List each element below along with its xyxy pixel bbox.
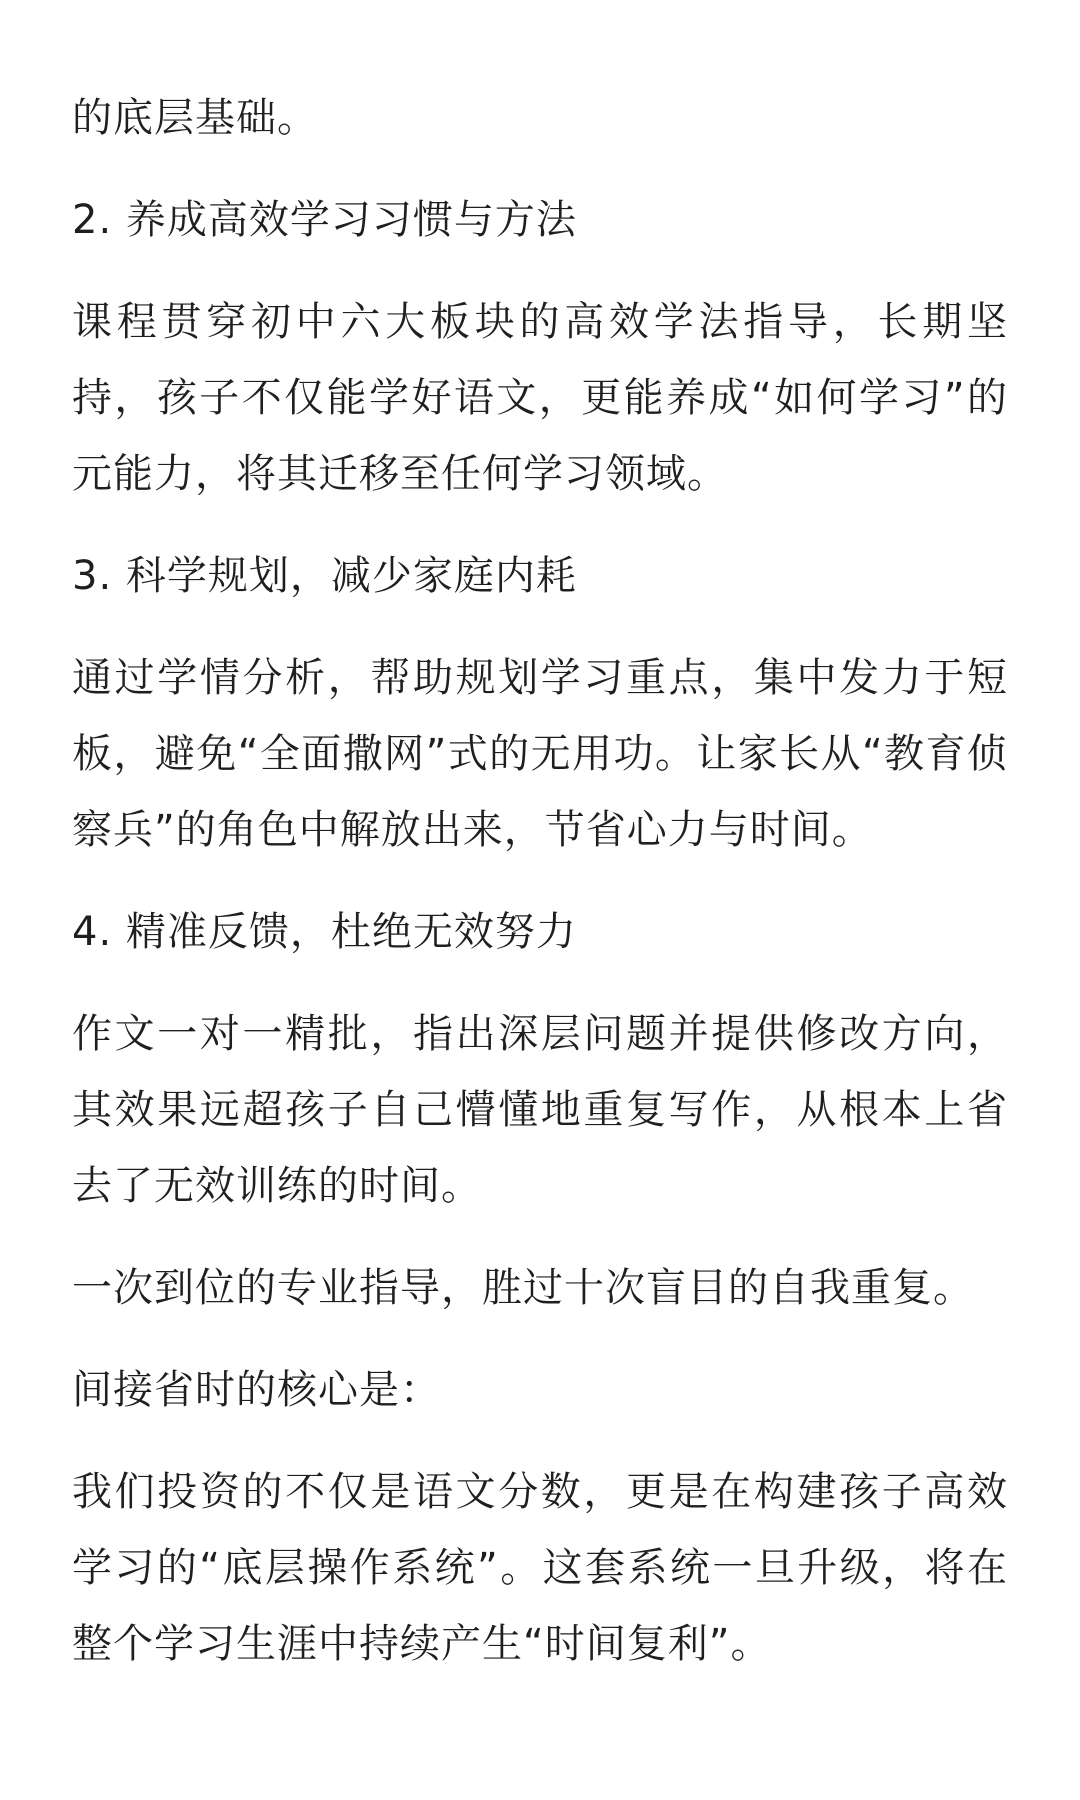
paragraph-quote: 一次到位的专业指导，胜过十次盲目的自我重复。 xyxy=(72,1265,974,1311)
paragraph-conclusion: 我们投资的不仅是语文分数，更是在构建孩子高效学习的“底层操作系统”。这套系统一旦升级，将在整个学习生涯中持续产生“时间复利”。 xyxy=(72,1469,1008,1667)
paragraph-core-label: 间接省时的核心是： xyxy=(72,1367,441,1413)
paragraph-planning: 通过学情分析，帮助规划学习重点，集中发力于短板，避免“全面撒网”式的无用功。让家长从“教育侦察兵”的角色中解放出来，节省心力与时间。 xyxy=(72,655,1008,853)
spacer xyxy=(72,1224,1008,1250)
paragraph-intro: 的底层基础。 xyxy=(72,95,318,141)
spacer xyxy=(72,868,1008,894)
spacer xyxy=(72,512,1008,538)
spacer xyxy=(72,614,1008,640)
section-heading-2: 2. 养成高效学习习惯与方法 xyxy=(72,197,577,243)
section-heading-3: 3. 科学规划，减少家庭内耗 xyxy=(72,553,577,599)
spacer xyxy=(72,258,1008,284)
section-heading-4: 4. 精准反馈，杜绝无效努力 xyxy=(72,909,577,955)
spacer xyxy=(72,1428,1008,1454)
spacer xyxy=(72,1326,1008,1352)
spacer xyxy=(72,970,1008,996)
paragraph-feedback: 作文一对一精批，指出深层问题并提供修改方向，其效果远超孩子自己懵懂地重复写作，从根本上省去了无效训练的时间。 xyxy=(72,1011,1008,1209)
spacer xyxy=(72,156,1008,182)
paragraph-study-habits: 课程贯穿初中六大板块的高效学法指导，长期坚持，孩子不仅能学好语文，更能养成“如何学习”的元能力，将其迁移至任何学习领域。 xyxy=(72,299,1008,497)
